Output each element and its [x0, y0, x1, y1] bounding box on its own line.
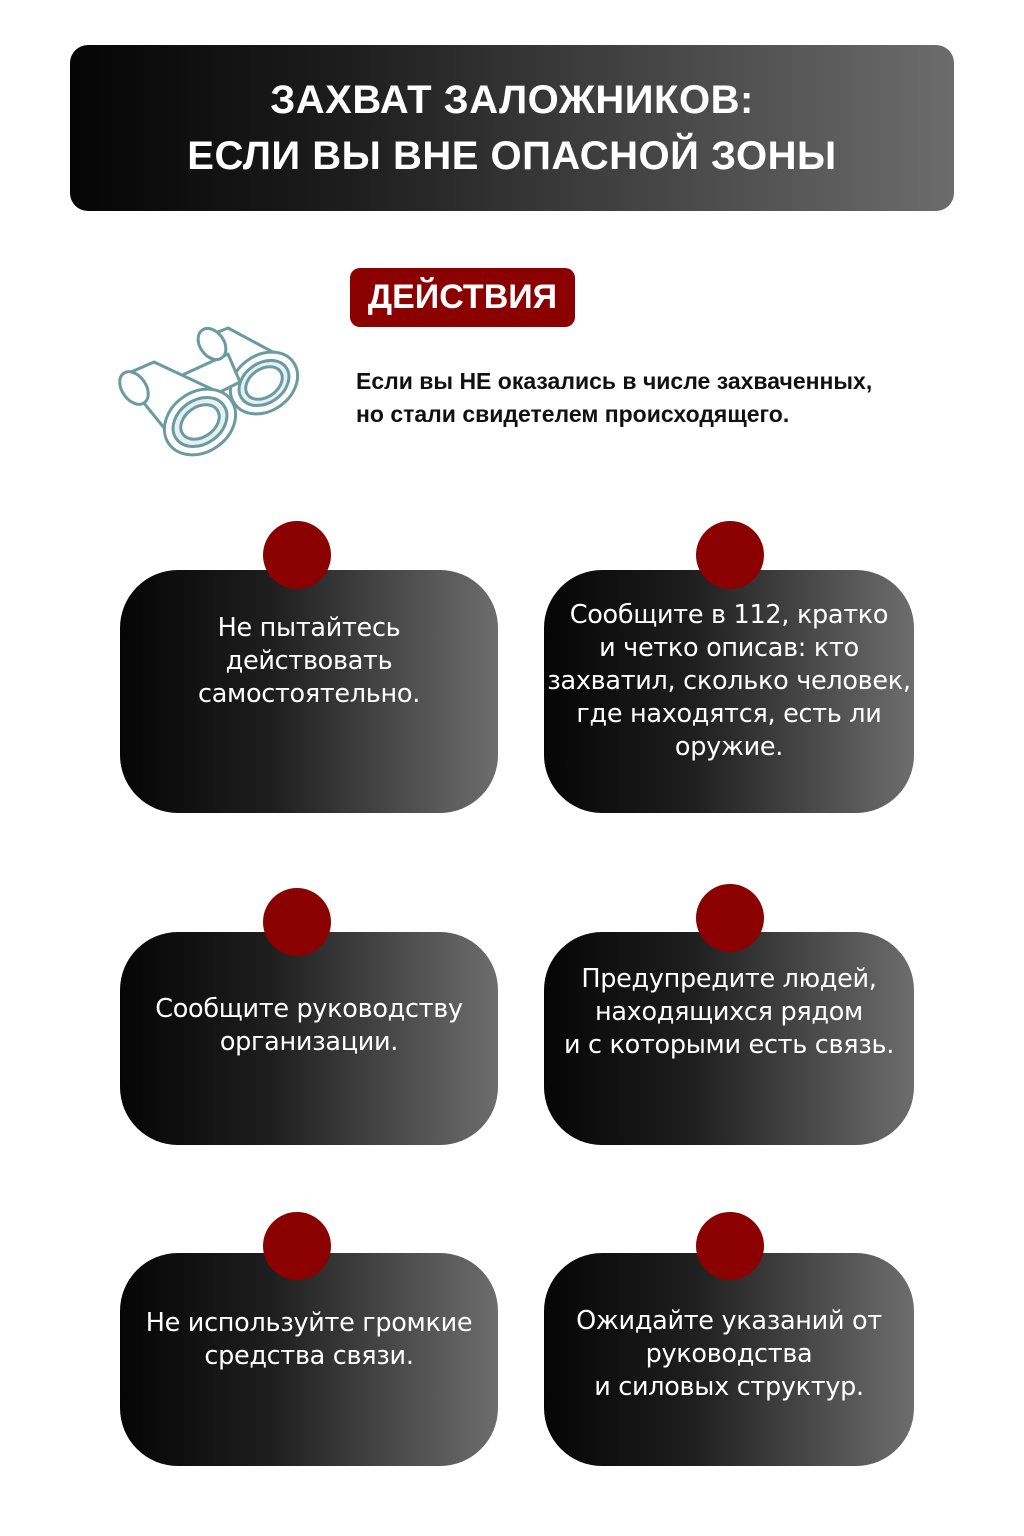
card-2-line-3: захватил, сколько человек,: [547, 666, 911, 696]
instruction-card-4: [544, 932, 914, 1145]
card-2-line-4: где находятся, есть ли: [576, 699, 882, 729]
intro-line-1: Если вы НЕ оказались в числе захваченных,: [356, 368, 873, 394]
card-1-marker-dot: [263, 521, 331, 589]
card-5-line-1: Не используйте громкие: [145, 1307, 473, 1338]
card-1-text: [198, 612, 420, 711]
binoculars-icon: [112, 318, 307, 458]
card-4-line-1: Предупредите людей,: [581, 964, 877, 994]
card-4-line-2: находящихся рядом: [594, 997, 863, 1027]
card-6-text: [576, 1305, 882, 1404]
card-5-line-2: средства связи.: [204, 1340, 414, 1371]
intro-line-2: но стали свидетелем происходящего.: [356, 401, 790, 427]
card-1-line-3: самостоятельно.: [197, 679, 421, 709]
instruction-card-1: [120, 570, 498, 813]
page-title-line-2: ЕСЛИ ВЫ ВНЕ ОПАСНОЙ ЗОНЫ: [187, 134, 837, 178]
card-1-line-2: действовать: [225, 646, 393, 676]
card-3-line-1: Сообщите руководству: [155, 993, 463, 1024]
card-2-text: [547, 599, 910, 764]
card-4-line-3: и с которыми есть связь.: [563, 1030, 895, 1060]
card-6-line-2: руководства: [645, 1339, 813, 1369]
card-2-marker-dot: [696, 521, 764, 589]
card-3-marker-dot: [263, 888, 331, 956]
page-title-line-1: ЗАХВАТ ЗАЛОЖНИКОВ:: [270, 78, 754, 122]
instruction-card-3: [120, 932, 498, 1145]
card-6-marker-dot: [696, 1212, 764, 1280]
card-2-line-2: и четко описав: кто: [599, 633, 859, 663]
card-5-text: [146, 1307, 473, 1373]
intro-text: [356, 365, 976, 431]
card-3-text: [155, 993, 463, 1059]
instruction-card-6: [544, 1253, 914, 1466]
page-title-banner: [70, 45, 954, 211]
card-2-line-5: оружие.: [674, 732, 784, 762]
card-2-line-1: Сообщите в 112, кратко: [569, 600, 889, 630]
card-5-marker-dot: [263, 1212, 331, 1280]
card-4-marker-dot: [696, 884, 764, 952]
card-6-line-3: и силовых структур.: [594, 1372, 864, 1402]
card-4-text: [564, 963, 894, 1062]
card-3-line-2: организации.: [219, 1026, 399, 1057]
card-6-line-1: Ожидайте указаний от: [576, 1306, 882, 1336]
card-1-line-1: Не пытайтесь: [217, 613, 401, 643]
instruction-card-5: [120, 1253, 498, 1466]
actions-badge: ДЕЙСТВИЯ: [350, 268, 575, 327]
instruction-card-2: [544, 570, 914, 813]
